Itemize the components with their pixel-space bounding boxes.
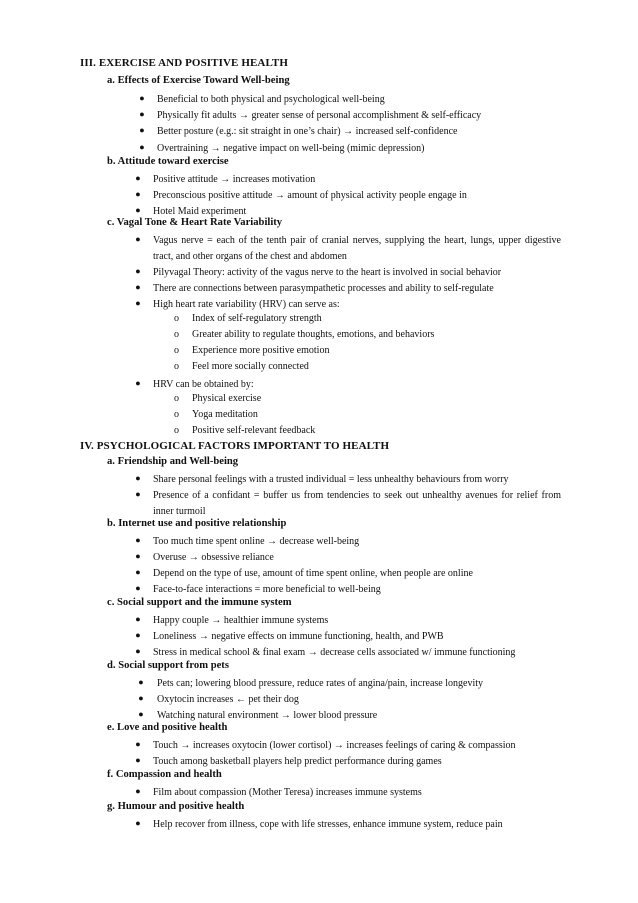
bullet-icon: ● [135, 583, 141, 593]
sub-list-item: Yoga meditation [192, 409, 258, 420]
bullet-icon: ● [135, 266, 141, 276]
list-item: Presence of a confidant = buffer us from tendencies to seek out unhealthy avenues for relief from inner turmoil [153, 490, 561, 517]
subsection-title: a. Friendship and Well-being [107, 456, 239, 467]
list-item: There are connections between parasympathetic processes and ability to self-regulate [153, 283, 494, 294]
list-item: Physically fit adults → greater sense of personal accomplishment & self-efficacy [157, 110, 482, 121]
list-item: Hotel Maid experiment [153, 206, 247, 217]
subsection-title: d. Social support from pets [107, 660, 229, 671]
bullet-icon: ● [138, 677, 144, 687]
bullet-icon: ● [139, 93, 145, 103]
bullet-icon: ● [135, 818, 141, 828]
subsection-title: c. Vagal Tone & Heart Rate Variability [107, 217, 283, 228]
list-item: Positive attitude → increases motivation [153, 174, 316, 185]
bullet-icon: ● [135, 755, 141, 765]
subsection-title: b. Attitude toward exercise [107, 156, 229, 167]
sub-list-item: Greater ability to regulate thoughts, emotions, and behaviors [192, 329, 435, 340]
list-item: Pets can; lowering blood pressure, reduce rates of angina/pain, increase longevity [157, 678, 484, 689]
list-item: Better posture (e.g.: sit straight in one’s chair) → increased self-confidence [157, 126, 458, 137]
list-item: Preconscious positive attitude → amount of physical activity people engage in [153, 190, 467, 201]
list-item: Watching natural environment → lower blood pressure [157, 710, 378, 721]
bullet-icon: ● [135, 739, 141, 749]
bullet-icon: ● [135, 282, 141, 292]
list-item: Happy couple → healthier immune systems [153, 615, 329, 626]
bullet-icon: ● [139, 109, 145, 119]
bullet-icon: ● [135, 535, 141, 545]
list-item: Depend on the type of use, amount of time spent online, when people are online [153, 568, 473, 579]
subsection-title: e. Love and positive health [107, 722, 228, 733]
circle-bullet-icon: o [174, 393, 179, 404]
sub-list-item: Positive self-relevant feedback [192, 425, 316, 436]
list-item: Too much time spent online → decrease well-being [153, 536, 360, 547]
bullet-icon: ● [138, 709, 144, 719]
sub-list-item: Physical exercise [192, 393, 262, 404]
subsection-title: g. Humour and positive health [107, 801, 245, 812]
bullet-icon: ● [135, 205, 141, 215]
list-item: Face-to-face interactions = more beneficial to well-being [153, 584, 381, 595]
bullet-icon: ● [139, 125, 145, 135]
list-item: HRV can be obtained by: [153, 379, 254, 390]
section-heading: IV. PSYCHOLOGICAL FACTORS IMPORTANT TO HEALTH [80, 440, 390, 452]
bullet-icon: ● [135, 189, 141, 199]
list-item: Touch → increases oxytocin (lower cortisol) → increases feelings of caring & compassion [153, 740, 516, 751]
bullet-icon: ● [135, 551, 141, 561]
subsection-title: f. Compassion and health [107, 769, 222, 780]
list-item: Pilyvagal Theory: activity of the vagus nerve to the heart is involved in social behavior [153, 267, 502, 278]
list-item: Loneliness → negative effects on immune functioning, health, and PWB [153, 631, 444, 642]
section-heading: III. EXERCISE AND POSITIVE HEALTH [80, 57, 288, 69]
bullet-icon: ● [135, 786, 141, 796]
bullet-icon: ● [135, 234, 141, 244]
bullet-icon: ● [135, 378, 141, 388]
list-item: Film about compassion (Mother Teresa) increases immune systems [153, 787, 422, 798]
bullet-icon: ● [135, 473, 141, 483]
circle-bullet-icon: o [174, 361, 179, 372]
list-item: High heart rate variability (HRV) can serve as: [153, 299, 340, 310]
list-item: Share personal feelings with a trusted individual = less unhealthy behaviours from worry [153, 474, 509, 485]
circle-bullet-icon: o [174, 329, 179, 340]
bullet-icon: ● [138, 693, 144, 703]
subsection-title: c. Social support and the immune system [107, 597, 292, 608]
bullet-icon: ● [135, 646, 141, 656]
bullet-icon: ● [139, 142, 145, 152]
sub-list-item: Experience more positive emotion [192, 345, 330, 356]
list-item: Overtraining → negative impact on well-being (mimic depression) [157, 143, 425, 154]
circle-bullet-icon: o [174, 345, 179, 356]
list-item: Overuse → obsessive reliance [153, 552, 274, 563]
list-item: Vagus nerve = each of the tenth pair of cranial nerves, supplying the heart, lungs, upper digestive tract, and other organs of the chest and abdomen [153, 235, 561, 262]
bullet-icon: ● [135, 567, 141, 577]
circle-bullet-icon: o [174, 425, 179, 436]
bullet-icon: ● [135, 173, 141, 183]
bullet-icon: ● [135, 614, 141, 624]
bullet-icon: ● [135, 298, 141, 308]
subsection-title: a. Effects of Exercise Toward Well-being [107, 75, 290, 86]
sub-list-item: Index of self-regulatory strength [192, 313, 322, 324]
list-item: Oxytocin increases ← pet their dog [157, 694, 299, 705]
bullet-icon: ● [135, 489, 141, 499]
list-item: Stress in medical school & final exam → decrease cells associated w/ immune functioning [153, 647, 516, 658]
sub-list-item: Feel more socially connected [192, 361, 309, 372]
list-item: Touch among basketball players help predict performance during games [153, 756, 442, 767]
list-item: Help recover from illness, cope with life stresses, enhance immune system, reduce pain [153, 819, 503, 830]
subsection-title: b. Internet use and positive relationship [107, 518, 287, 529]
bullet-icon: ● [135, 630, 141, 640]
circle-bullet-icon: o [174, 409, 179, 420]
circle-bullet-icon: o [174, 313, 179, 324]
list-item: Beneficial to both physical and psychological well-being [157, 94, 385, 105]
